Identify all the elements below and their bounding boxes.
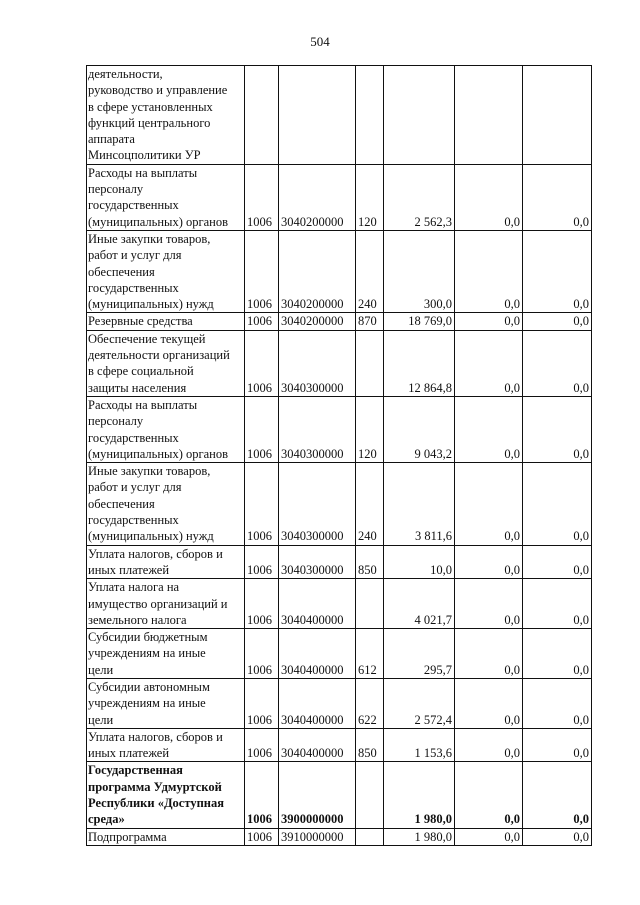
table-row	[87, 396, 592, 462]
amount-cell: 0,0	[523, 762, 592, 828]
table-row	[87, 230, 592, 312]
table-body	[87, 66, 592, 846]
section-code-cell: 1006	[245, 762, 279, 828]
amount-cell: 9 043,2	[384, 396, 455, 462]
amount-cell: 0,0	[523, 728, 592, 762]
amount-cell: 0,0	[523, 330, 592, 396]
section-code-cell: 1006	[245, 728, 279, 762]
expense-type-cell: 120	[356, 396, 384, 462]
expense-type-cell: 850	[356, 728, 384, 762]
row-name-cell: Уплата налогов, сборов и иных платежей	[87, 728, 245, 762]
target-article-cell: 3040300000	[279, 545, 356, 579]
expense-type-cell	[356, 762, 384, 828]
amount-cell: 0,0	[455, 230, 523, 312]
amount-cell: 0,0	[523, 164, 592, 230]
expense-type-cell	[356, 330, 384, 396]
amount-cell: 1 980,0	[384, 828, 455, 845]
table-row	[87, 762, 592, 828]
amount-cell: 0,0	[455, 330, 523, 396]
target-article-cell: 3040300000	[279, 396, 356, 462]
row-name-cell: Иные закупки товаров, работ и услуг для обеспечения государственных (муниципальных) нужд	[87, 230, 245, 312]
row-name-cell: деятельности, руководство и управление в сфере установленных функций центрального аппарата Минсоцполитики УР	[87, 66, 245, 165]
amount-cell: 0,0	[455, 678, 523, 728]
amount-cell: 2 572,4	[384, 678, 455, 728]
expense-type-cell: 120	[356, 164, 384, 230]
row-name-cell: Государственная программа Удмуртской Республики «Доступная среда»	[87, 762, 245, 828]
expense-type-cell	[356, 828, 384, 845]
section-code-cell: 1006	[245, 463, 279, 545]
expense-type-cell: 850	[356, 545, 384, 579]
target-article-cell: 3040400000	[279, 629, 356, 679]
amount-cell: 0,0	[523, 230, 592, 312]
expense-type-cell	[356, 579, 384, 629]
amount-cell	[384, 66, 455, 165]
amount-cell: 3 811,6	[384, 463, 455, 545]
table-row	[87, 164, 592, 230]
expense-type-cell: 240	[356, 463, 384, 545]
table-row	[87, 330, 592, 396]
table-row	[87, 678, 592, 728]
amount-cell: 0,0	[455, 579, 523, 629]
target-article-cell: 3040400000	[279, 579, 356, 629]
amount-cell: 0,0	[523, 396, 592, 462]
amount-cell: 18 769,0	[384, 313, 455, 330]
amount-cell: 12 864,8	[384, 330, 455, 396]
row-name-cell: Расходы на выплаты персоналу государственных (муниципальных) органов	[87, 396, 245, 462]
table-row	[87, 629, 592, 679]
amount-cell: 0,0	[455, 728, 523, 762]
amount-cell: 0,0	[523, 629, 592, 679]
budget-table	[86, 65, 592, 846]
section-code-cell: 1006	[245, 313, 279, 330]
section-code-cell: 1006	[245, 629, 279, 679]
section-code-cell: 1006	[245, 230, 279, 312]
row-name-cell: Иные закупки товаров, работ и услуг для обеспечения государственных (муниципальных) нужд	[87, 463, 245, 545]
target-article-cell: 3040200000	[279, 230, 356, 312]
section-code-cell: 1006	[245, 545, 279, 579]
section-code-cell: 1006	[245, 396, 279, 462]
expense-type-cell: 612	[356, 629, 384, 679]
section-code-cell: 1006	[245, 678, 279, 728]
amount-cell: 300,0	[384, 230, 455, 312]
table-row	[87, 545, 592, 579]
amount-cell: 0,0	[523, 313, 592, 330]
amount-cell: 0,0	[455, 629, 523, 679]
amount-cell: 0,0	[523, 678, 592, 728]
section-code-cell: 1006	[245, 579, 279, 629]
amount-cell	[523, 66, 592, 165]
row-name-cell: Подпрограмма	[87, 828, 245, 845]
target-article-cell: 3040200000	[279, 313, 356, 330]
target-article-cell: 3040400000	[279, 728, 356, 762]
page-number: 504	[310, 34, 330, 49]
section-code-cell	[245, 66, 279, 165]
amount-cell: 0,0	[523, 579, 592, 629]
target-article-cell: 3900000000	[279, 762, 356, 828]
amount-cell	[455, 66, 523, 165]
table-row	[87, 728, 592, 762]
expense-type-cell: 622	[356, 678, 384, 728]
amount-cell: 0,0	[523, 463, 592, 545]
amount-cell: 1 980,0	[384, 762, 455, 828]
target-article-cell	[279, 66, 356, 165]
table-row	[87, 463, 592, 545]
amount-cell: 0,0	[455, 164, 523, 230]
amount-cell: 0,0	[455, 396, 523, 462]
target-article-cell: 3040300000	[279, 330, 356, 396]
amount-cell: 0,0	[523, 828, 592, 845]
amount-cell: 295,7	[384, 629, 455, 679]
section-code-cell: 1006	[245, 164, 279, 230]
target-article-cell: 3910000000	[279, 828, 356, 845]
row-name-cell: Субсидии автономным учреждениям на иные цели	[87, 678, 245, 728]
row-name-cell: Обеспечение текущей деятельности организаций в сфере социальной защиты населения	[87, 330, 245, 396]
amount-cell: 4 021,7	[384, 579, 455, 629]
target-article-cell: 3040300000	[279, 463, 356, 545]
amount-cell: 0,0	[455, 313, 523, 330]
amount-cell: 0,0	[523, 545, 592, 579]
amount-cell: 0,0	[455, 463, 523, 545]
section-code-cell: 1006	[245, 330, 279, 396]
target-article-cell: 3040400000	[279, 678, 356, 728]
row-name-cell: Расходы на выплаты персоналу государственных (муниципальных) органов	[87, 164, 245, 230]
amount-cell: 1 153,6	[384, 728, 455, 762]
expense-type-cell: 870	[356, 313, 384, 330]
table-row	[87, 313, 592, 330]
amount-cell: 0,0	[455, 828, 523, 845]
table-row	[87, 66, 592, 165]
row-name-cell: Субсидии бюджетным учреждениям на иные цели	[87, 629, 245, 679]
row-name-cell: Уплата налога на имущество организаций и земельного налога	[87, 579, 245, 629]
amount-cell: 2 562,3	[384, 164, 455, 230]
table-row	[87, 828, 592, 845]
expense-type-cell: 240	[356, 230, 384, 312]
amount-cell: 0,0	[455, 762, 523, 828]
row-name-cell: Резервные средства	[87, 313, 245, 330]
amount-cell: 0,0	[455, 545, 523, 579]
row-name-cell: Уплата налогов, сборов и иных платежей	[87, 545, 245, 579]
table-row	[87, 579, 592, 629]
target-article-cell: 3040200000	[279, 164, 356, 230]
amount-cell: 10,0	[384, 545, 455, 579]
section-code-cell: 1006	[245, 828, 279, 845]
expense-type-cell	[356, 66, 384, 165]
